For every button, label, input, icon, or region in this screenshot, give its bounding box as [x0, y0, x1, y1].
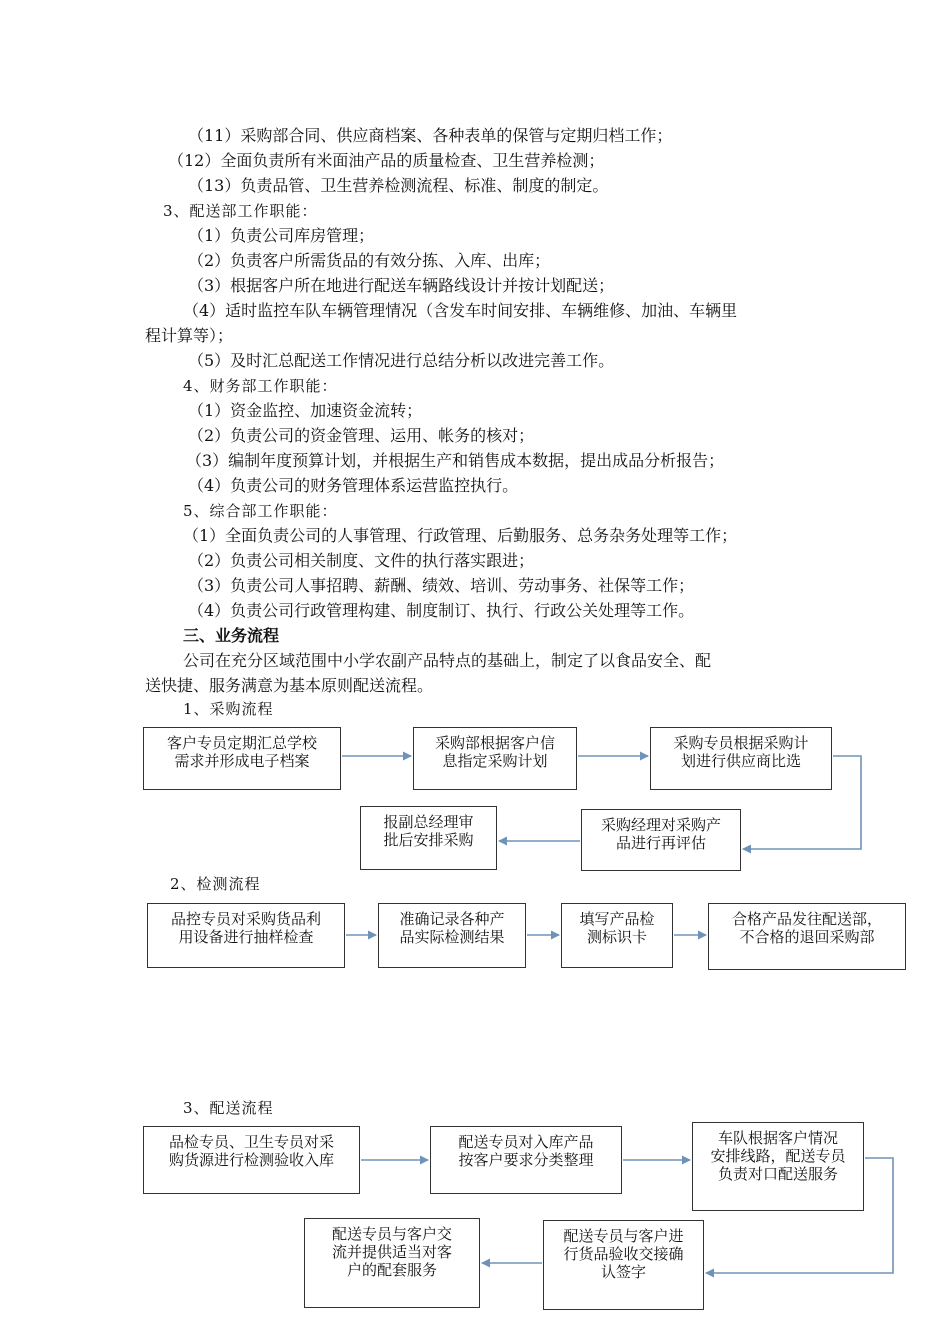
- box-text-line: 测标识卡: [586, 928, 647, 946]
- box-text-line: 采购经理对采购产: [600, 816, 721, 834]
- box-text-line: 用设备进行抽样检查: [178, 928, 314, 946]
- box-text-line: 填写产品检: [579, 910, 655, 928]
- finance-duty-1: （1）资金监控、加速资金流转；: [188, 401, 423, 420]
- box-text-line: 户的配套服务: [346, 1261, 437, 1279]
- box-text-line: 安排线路，配送专员: [710, 1147, 846, 1165]
- general-duty-4: （4）负责公司行政管理构建、制度制订、执行、行政公关处理等工作。: [188, 601, 695, 620]
- box-text-line: 划进行供应商比选: [680, 752, 801, 770]
- box-text-line: 息指定采购计划: [442, 752, 548, 770]
- box-text-line: 车队根据客户情况: [717, 1129, 838, 1147]
- box-text-line: 客户专员定期汇总学校: [166, 734, 317, 752]
- box-text-line: 配送专员与客户交: [331, 1225, 452, 1243]
- delivery-duty-1: （1）负责公司库房管理；: [188, 226, 375, 245]
- finance-duty-2: （2）负责公司的资金管理、运用、帐务的核对；: [188, 426, 535, 445]
- box-text-line: 合格产品发往配送部，: [731, 910, 882, 928]
- box-text-line: 批后安排采购: [383, 831, 474, 849]
- delivery-duty-2: （2）负责客户所需货品的有效分拣、入库、出库；: [188, 251, 551, 270]
- box-text-line: 品实际检测结果: [399, 928, 505, 946]
- box-text-line: 行货品验收交接确: [563, 1245, 684, 1263]
- box-text-line: 报副总经理审: [383, 813, 474, 831]
- delivery-flow-heading: 3、配送流程: [183, 1099, 274, 1117]
- delivery-duty-4: （4）适时监控车队车辆管理情况（含发车时间安排、车辆维修、加油、车辆里: [183, 301, 738, 320]
- duty-line-11: （11）采购部合同、供应商档案、各种表单的保管与定期归档工作；: [188, 126, 673, 145]
- general-duty-3: （3）负责公司人事招聘、薪酬、绩效、培训、劳动事务、社保等工作；: [188, 576, 695, 595]
- section-heading-delivery-dept: 3、配送部工作职能：: [163, 202, 318, 220]
- general-duty-2: （2）负责公司相关制度、文件的执行落实跟进；: [188, 551, 535, 570]
- section-heading-finance-dept: 4、财务部工作职能：: [183, 377, 338, 395]
- duty-line-13: （13）负责品管、卫生营养检测流程、标准、制度的制定。: [188, 176, 609, 195]
- section-title-business-flow: 三、业务流程: [183, 626, 280, 645]
- section-heading-general-dept: 5、综合部工作职能：: [183, 502, 338, 520]
- box-text-line: 采购专员根据采购计: [673, 734, 809, 752]
- box-text-line: 需求并形成电子档案: [174, 752, 310, 770]
- box-text-line: 按客户要求分类整理: [458, 1151, 594, 1169]
- purchase-flow-heading: 1、采购流程: [183, 700, 274, 718]
- box-text-line: 购货源进行检测验收入库: [168, 1151, 334, 1169]
- box-text-line: 品控专员对采购货品利: [170, 910, 321, 928]
- inspection-flow-heading: 2、检测流程: [170, 875, 261, 893]
- box-text-line: 配送专员对入库产品: [458, 1133, 594, 1151]
- box-text-line: 不合格的退回采购部: [739, 928, 875, 946]
- arrow-connector: [706, 1158, 893, 1273]
- duty-line-12: （12）全面负责所有米面油产品的质量检查、卫生营养检测；: [168, 151, 605, 170]
- box-text-line: 负责对口配送服务: [717, 1165, 838, 1183]
- box-text-line: 配送专员与客户进: [563, 1227, 684, 1245]
- box-text-line: 准确记录各种产: [399, 910, 505, 928]
- finance-duty-3: （3）编制年度预算计划，并根据生产和销售成本数据，提出成品分析报告；: [186, 451, 725, 470]
- flow-intro-line-1: 公司在充分区域范围中小学农副产品特点的基础上，制定了以食品安全、配: [183, 651, 712, 670]
- box-text-line: 流并提供适当对客: [331, 1243, 452, 1261]
- box-text-line: 品检专员、卫生专员对采: [168, 1133, 334, 1151]
- box-text-line: 采购部根据客户信: [434, 734, 555, 752]
- delivery-duty-5: （5）及时汇总配送工作情况进行总结分析以改进完善工作。: [188, 351, 615, 370]
- arrow-connector: [743, 756, 861, 849]
- box-text-line: 品进行再评估: [615, 834, 706, 852]
- flow-intro-line-2: 送快捷、服务满意为基本原则配送流程。: [145, 676, 434, 695]
- box-text-line: 认签字: [600, 1263, 646, 1281]
- delivery-duty-4-cont: 程计算等）；: [145, 326, 234, 345]
- delivery-duty-3: （3）根据客户所在地进行配送车辆路线设计并按计划配送；: [188, 276, 615, 295]
- finance-duty-4: （4）负责公司的财务管理体系运营监控执行。: [188, 476, 519, 495]
- general-duty-1: （1）全面负责公司的人事管理、行政管理、后勤服务、总务杂务处理等工作；: [183, 526, 738, 545]
